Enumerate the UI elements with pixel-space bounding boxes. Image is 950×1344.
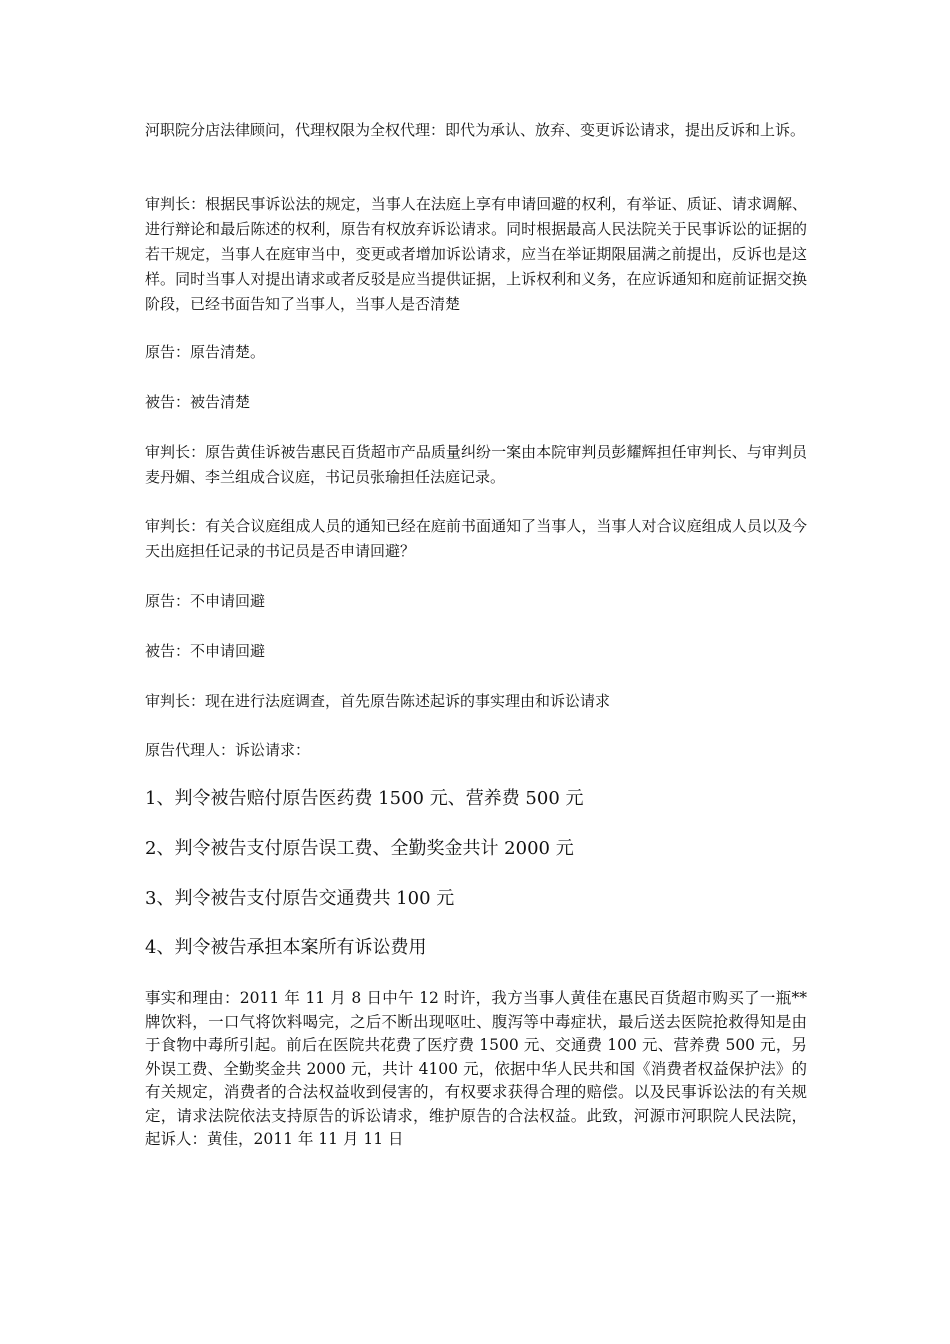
- paragraph-facts-and-reasons: 事实和理由：2011 年 11 月 8 日中午 12 时许，我方当事人黄佳在惠民百货超市购买了一瓶**牌饮料，一口气将饮料喝完，之后不断出现呕吐、腹泻等中毒症状，最后送去医院抢救得知是由于食物中毒所引起。前后在医院共花费了医疗费 1500 元、交通费 100 元、营养费 500 元，另外误工费、全勤奖金共 2000 元，共计 4100 元，依据中华人民共和国《消费者权益保护法》的有关规定，消费者的合法权益收到侵害的，有权要求获得合理的赔偿。以及民事诉讼法的有关规定，请求法院依法支持原告的诉讼请求，维护原告的合法权益。此致，河源市河职院人民法院，起诉人：黄佳，2011 年 11 月 11 日: [145, 989, 807, 1148]
- paragraph-plaintiff-no-recusal: 原告：不申请回避: [145, 592, 266, 610]
- claim-item-4: 4、判令被告承担本案所有诉讼费用: [145, 937, 427, 958]
- paragraph-defendant-clear: 被告：被告清楚: [145, 393, 251, 411]
- paragraph-agent-claims-heading: 原告代理人：诉讼请求：: [145, 741, 311, 759]
- claim-item-3: 3、判令被告支付原告交通费共 100 元: [145, 888, 455, 909]
- paragraph-judge-case-intro: 审判长：原告黄佳诉被告惠民百货超市产品质量纠纷一案由本院审判员彭耀辉担任审判长、与审判员麦丹媚、李兰组成合议庭，书记员张瑜担任法庭记录。: [145, 443, 807, 486]
- paragraph-judge-recusal-question: 审判长：有关合议庭组成人员的通知已经在庭前书面通知了当事人，当事人对合议庭组成人员以及今天出庭担任记录的书记员是否申请回避？: [145, 517, 807, 560]
- paragraph-judge-rights-notice: 审判长：根据民事诉讼法的规定，当事人在法庭上享有申请回避的权利，有举证、质证、请求调解、进行辩论和最后陈述的权利，原告有权放弃诉讼请求。同时根据最高人民法院关于民事诉讼的证据的若干规定，当事人在庭审当中，变更或者增加诉讼请求，应当在举证期限届满之前提出，反诉也是这样。同时当事人对提出请求或者反驳是应当提供证据，上诉权利和义务，在应诉通知和庭前证据交换阶段，已经书面告知了当事人，当事人是否清楚: [145, 195, 807, 313]
- paragraph-agent-authority: 河职院分店法律顾问，代理权限为全权代理：即代为承认、放弃、变更诉讼请求，提出反诉和上诉。: [145, 121, 806, 139]
- paragraph-plaintiff-clear: 原告：原告清楚。: [145, 343, 266, 361]
- claim-item-2: 2、判令被告支付原告误工费、全勤奖金共计 2000 元: [145, 838, 574, 859]
- paragraph-defendant-no-recusal: 被告：不申请回避: [145, 642, 266, 660]
- claim-item-1: 1、判令被告赔付原告医药费 1500 元、营养费 500 元: [145, 788, 584, 809]
- paragraph-judge-investigation: 审判长：现在进行法庭调查，首先原告陈述起诉的事实理由和诉讼请求: [145, 692, 611, 710]
